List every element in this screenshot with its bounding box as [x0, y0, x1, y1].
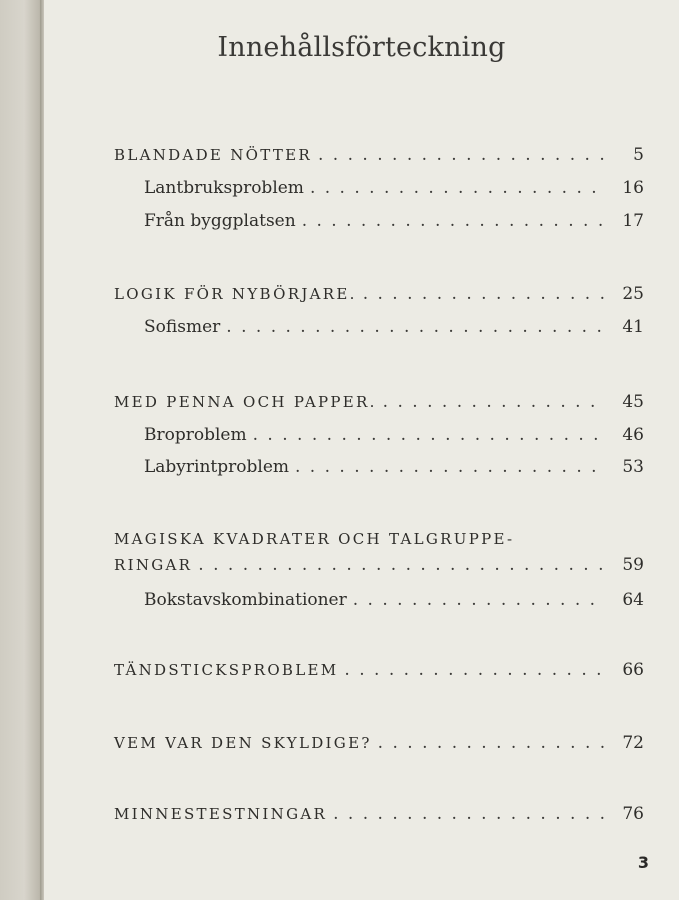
leader-dots [347, 590, 606, 610]
leader-dots [312, 145, 606, 165]
toc-entry-label: BLANDADE NÖTTER [114, 146, 312, 164]
book-page [44, 0, 679, 900]
page-title: Innehållsförteckning [217, 32, 506, 63]
toc-subentry [144, 457, 644, 485]
leader-dots [327, 804, 606, 824]
toc-entry-page: 46 [622, 425, 644, 445]
toc-entry-label: Broproblem [144, 425, 247, 445]
toc-entry-page: 53 [622, 457, 644, 477]
leader-dots [357, 284, 606, 304]
toc-entry-label: MED PENNA OCH PAPPER. [114, 393, 377, 411]
toc-entry-label: Lantbruksproblem [144, 178, 304, 198]
toc-entry [114, 284, 644, 312]
toc-entry [114, 804, 644, 832]
toc-entry-page: 45 [622, 392, 644, 412]
toc-entry-label: Sofismer [144, 317, 221, 337]
leader-dots [289, 457, 606, 477]
toc-entry-page: 76 [622, 804, 644, 824]
leader-dots [304, 178, 606, 198]
toc-entry-label-first-line: MAGISKA KVADRATER OCH TALGRUPPE- [114, 530, 515, 548]
toc-entry-label: RINGAR [114, 556, 193, 574]
leader-dots [220, 317, 606, 337]
toc-subentry [144, 178, 644, 206]
toc-entry-page: 17 [622, 211, 644, 231]
toc-entry-page: 59 [622, 555, 644, 575]
leader-dots [377, 392, 606, 412]
table-of-contents [44, 0, 679, 900]
toc-subentry [144, 317, 644, 345]
leader-dots [192, 555, 606, 575]
toc-entry-label: VEM VAR DEN SKYLDIGE? [114, 734, 372, 752]
toc-subentry [144, 211, 644, 239]
page-number: 3 [637, 853, 649, 872]
toc-subentry [144, 590, 644, 618]
toc-subentry [144, 425, 644, 453]
toc-entry-page: 72 [622, 733, 644, 753]
toc-entry-page: 41 [622, 317, 644, 337]
leader-dots [247, 425, 606, 445]
toc-entry-label: MINNESTESTNINGAR [114, 805, 328, 823]
toc-entry-page: 64 [622, 590, 644, 610]
toc-entry-page: 66 [622, 660, 644, 680]
book-spine [0, 0, 44, 900]
toc-entry-label: Bokstavskombinationer [144, 590, 347, 610]
leader-dots [338, 660, 606, 680]
toc-entry-label: Från byggplatsen [144, 211, 296, 231]
toc-entry [114, 733, 644, 761]
toc-entry [114, 392, 644, 420]
leader-dots [372, 733, 606, 753]
toc-entry-page: 16 [622, 178, 644, 198]
toc-entry-label: Labyrintproblem [144, 457, 289, 477]
toc-entry-page: 25 [622, 284, 644, 304]
toc-entry [114, 555, 644, 583]
toc-entry-label: LOGIK FÖR NYBÖRJARE. [114, 285, 357, 303]
toc-entry [114, 145, 644, 173]
leader-dots [296, 211, 606, 231]
toc-entry-label: TÄNDSTICKSPROBLEM [114, 661, 339, 679]
toc-entry [114, 660, 644, 688]
toc-entry-page: 5 [633, 145, 644, 165]
